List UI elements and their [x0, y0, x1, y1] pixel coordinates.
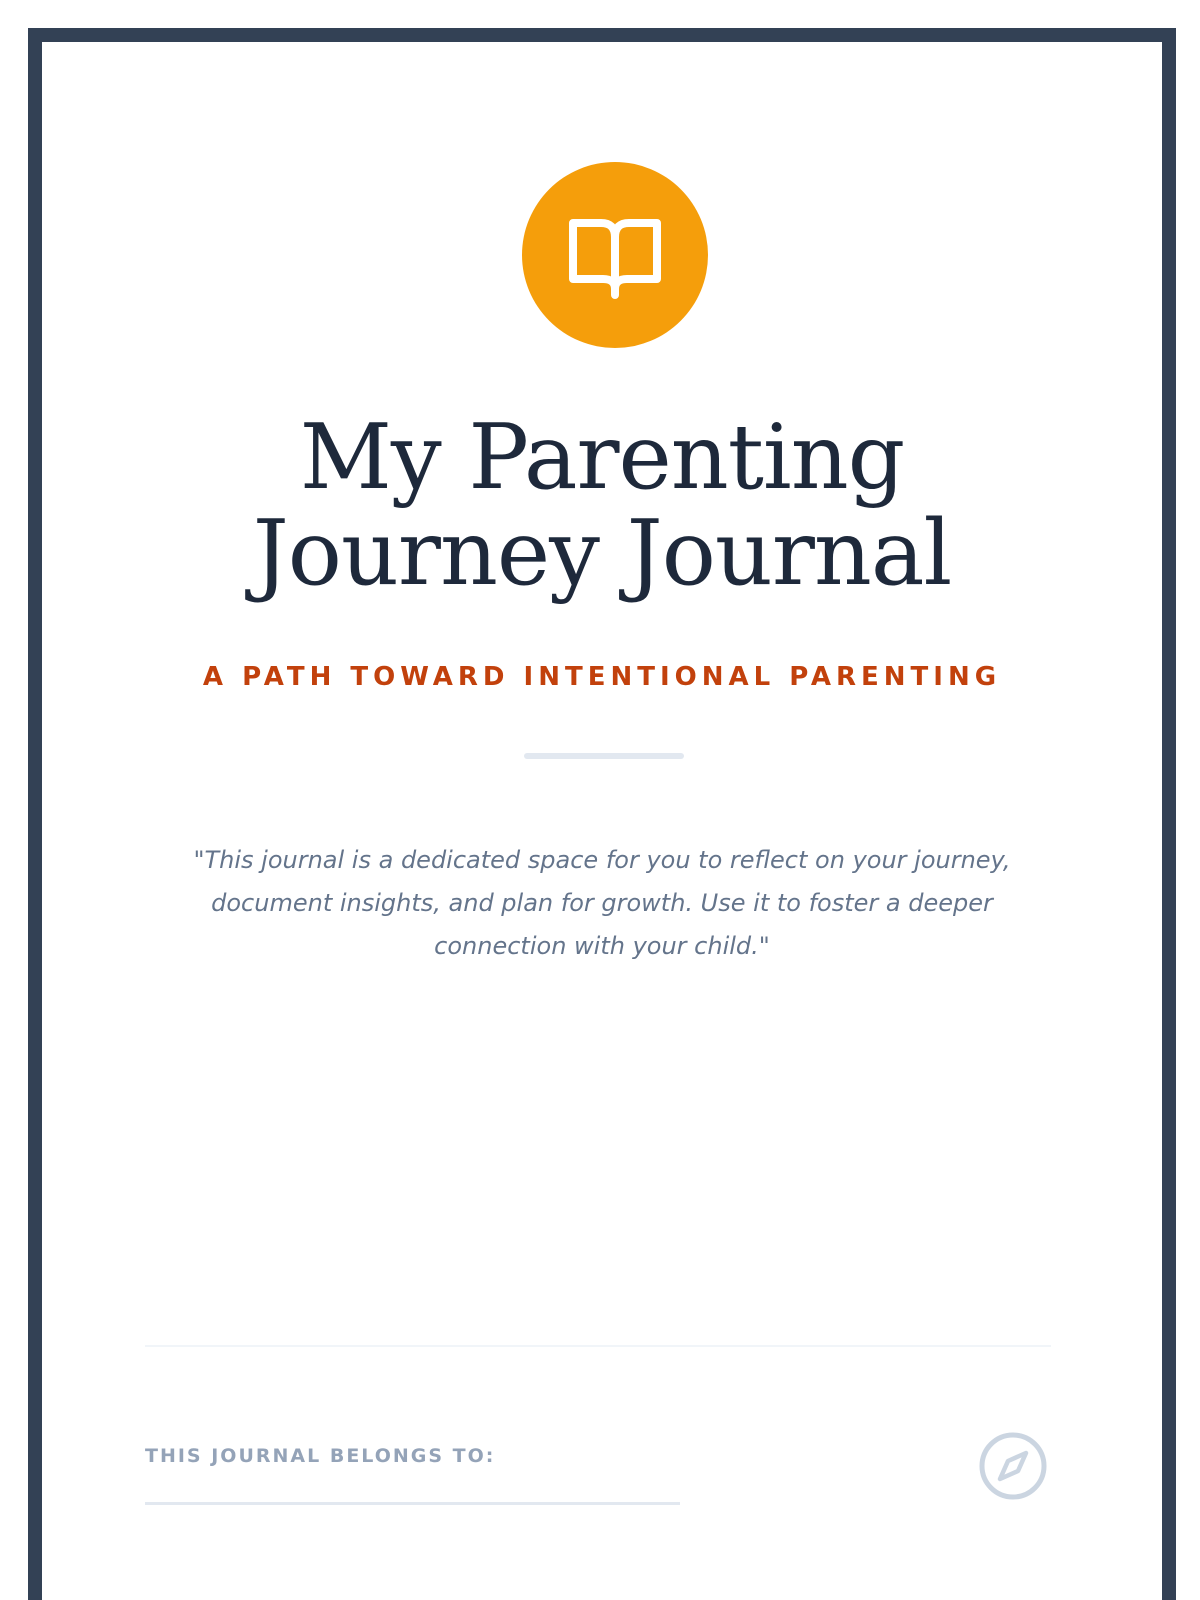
section-divider — [145, 1345, 1051, 1347]
owner-name-line[interactable] — [145, 1502, 680, 1505]
open-book-icon — [565, 205, 665, 305]
logo-badge — [522, 162, 708, 348]
title-line-2: Journey Journal — [252, 501, 952, 606]
cover-frame — [28, 28, 1176, 1600]
intro-quote: "This journal is a dedicated space for you to reflect on your journey, document insights, and plan for growth. Use it to foster a deeper connection with your child." — [193, 846, 1011, 960]
journal-title — [42, 405, 1162, 606]
title-line-1: My Parenting — [299, 405, 905, 510]
owner-label: THIS JOURNAL BELONGS TO: — [145, 1445, 496, 1467]
compass-icon — [977, 1430, 1049, 1502]
title-divider — [524, 753, 684, 759]
journal-subtitle: A PATH TOWARD INTENTIONAL PARENTING — [202, 662, 1002, 692]
